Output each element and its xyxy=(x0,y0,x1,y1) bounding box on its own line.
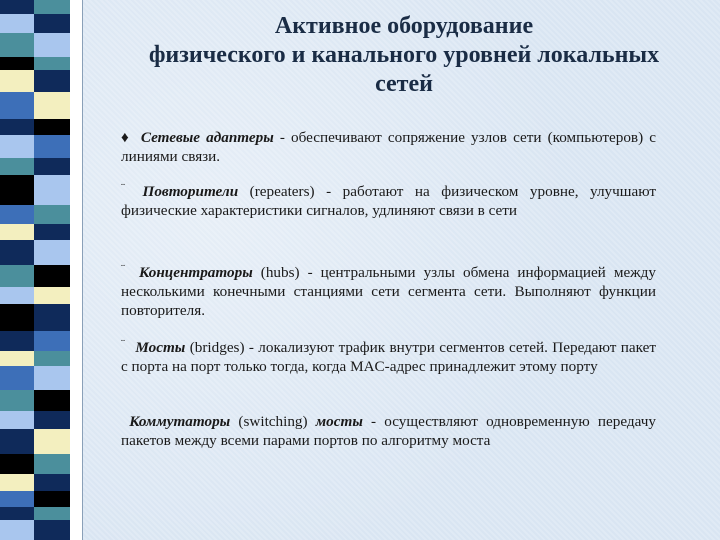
stripe-segment xyxy=(34,366,70,389)
stripe-segment xyxy=(0,0,34,14)
stripe-segment xyxy=(34,175,70,204)
stripe-segment xyxy=(34,454,70,474)
stripe-segment xyxy=(0,224,34,240)
stripe-segment xyxy=(34,57,70,71)
stripe-segment xyxy=(70,175,82,204)
stripe-segment xyxy=(34,33,70,56)
stripe-segment xyxy=(34,351,70,367)
stripe-segment xyxy=(34,14,70,34)
stripe-segment xyxy=(34,158,70,176)
description-switches-part1: (switching) xyxy=(230,413,316,430)
stripe-segment xyxy=(0,57,34,71)
stripe-segment xyxy=(0,351,34,367)
stripe-band xyxy=(0,14,82,34)
stripe-band xyxy=(0,366,82,389)
stripe-segment xyxy=(70,0,82,14)
stripe-segment xyxy=(34,265,70,286)
stripe-band xyxy=(0,265,82,286)
term-network-adapters: Сетевые адаптеры xyxy=(140,129,274,146)
stripe-band xyxy=(0,474,82,492)
stripe-segment xyxy=(0,366,34,389)
stripe-segment xyxy=(70,366,82,389)
stripe-band xyxy=(0,33,82,56)
list-item-hubs xyxy=(121,263,656,320)
term-bridges-inline: мосты xyxy=(315,413,363,430)
dots-bullet-icon: ¨ xyxy=(121,180,125,194)
stripe-band xyxy=(0,224,82,240)
stripe-band xyxy=(0,175,82,204)
stripe-band xyxy=(0,390,82,411)
stripe-segment xyxy=(0,304,34,331)
stripe-band xyxy=(0,158,82,176)
term-switches: Коммутаторы xyxy=(129,413,231,430)
stripe-band xyxy=(0,507,82,521)
stripe-segment xyxy=(70,454,82,474)
dots-bullet-icon: ¨ xyxy=(121,261,125,275)
stripe-segment xyxy=(0,205,34,225)
decorative-stripe-bar xyxy=(0,0,83,540)
stripe-segment xyxy=(0,135,34,158)
stripe-segment xyxy=(0,158,34,176)
stripe-segment xyxy=(34,491,70,507)
title-line-2: физического и канального уровней локальных xyxy=(148,42,660,68)
stripe-segment xyxy=(34,390,70,411)
stripe-band xyxy=(0,331,82,351)
stripe-segment xyxy=(70,135,82,158)
stripe-segment xyxy=(34,135,70,158)
stripe-segment xyxy=(34,429,70,454)
stripe-segment xyxy=(0,454,34,474)
stripe-band xyxy=(0,454,82,474)
stripe-segment xyxy=(70,429,82,454)
stripe-segment xyxy=(34,520,70,540)
stripe-segment xyxy=(0,429,34,454)
stripe-segment xyxy=(70,33,82,56)
stripe-segment xyxy=(0,520,34,540)
stripe-band xyxy=(0,135,82,158)
stripe-segment xyxy=(70,474,82,492)
stripe-segment xyxy=(0,507,34,521)
slide-title xyxy=(96,12,712,99)
stripe-band xyxy=(0,520,82,540)
diamond-bullet-icon: ♦ xyxy=(121,129,129,146)
description-network-adapters: - обеспечивают сопряжение узлов сети (компьютеров) с линиями связи. xyxy=(121,129,656,165)
description-bridges: (bridges) - локализуют трафик внутри сегментов сетей. Передают пакет с порта на порт только тогда, когда MAC-адрес принадлежит этому порту xyxy=(121,339,656,375)
description-repeaters: (repeaters) - работают на физическом уровне, улучшают физические характеристики сигналов, удлиняют связи в сети xyxy=(121,183,656,219)
stripe-segment xyxy=(34,474,70,492)
stripe-segment xyxy=(0,411,34,429)
stripe-segment xyxy=(70,158,82,176)
stripe-segment xyxy=(0,287,34,305)
stripe-band xyxy=(0,70,82,91)
stripe-segment xyxy=(0,331,34,351)
stripe-segment xyxy=(70,92,82,119)
stripe-segment xyxy=(0,265,34,286)
title-line-1: Активное оборудование xyxy=(274,13,534,39)
stripe-segment xyxy=(34,507,70,521)
list-item-repeaters xyxy=(121,182,656,220)
stripe-segment xyxy=(70,411,82,429)
stripe-band xyxy=(0,57,82,71)
stripe-segment xyxy=(34,224,70,240)
stripe-segment xyxy=(0,474,34,492)
list-item-network-adapters xyxy=(121,128,656,166)
stripe-band xyxy=(0,0,82,14)
stripe-segment xyxy=(70,507,82,521)
stripe-segment xyxy=(70,331,82,351)
stripe-band xyxy=(0,205,82,225)
description-hubs: (hubs) - центральными узлы обмена информацией между несколькими конечными станциями сети сегмента сети. Выполняют функции повторителя. xyxy=(121,264,657,319)
stripe-segment xyxy=(34,240,70,265)
stripe-segment xyxy=(0,119,34,135)
list-item-switches xyxy=(121,412,656,450)
stripe-band xyxy=(0,92,82,119)
stripe-band xyxy=(0,351,82,367)
list-item-bridges xyxy=(121,338,656,376)
stripe-band xyxy=(0,491,82,507)
stripe-band xyxy=(0,429,82,454)
stripe-segment xyxy=(70,287,82,305)
term-hubs: Концентраторы xyxy=(139,264,253,281)
stripe-band xyxy=(0,240,82,265)
stripe-segment xyxy=(70,119,82,135)
stripe-segment xyxy=(0,175,34,204)
stripe-segment xyxy=(0,390,34,411)
stripe-segment xyxy=(70,520,82,540)
stripe-segment xyxy=(0,92,34,119)
stripe-segment xyxy=(34,205,70,225)
stripe-band xyxy=(0,304,82,331)
stripe-segment xyxy=(34,70,70,91)
stripe-band xyxy=(0,119,82,135)
stripe-segment xyxy=(70,14,82,34)
stripe-segment xyxy=(70,491,82,507)
stripe-segment xyxy=(34,287,70,305)
stripe-segment xyxy=(34,0,70,14)
stripe-segment xyxy=(70,240,82,265)
stripe-segment xyxy=(70,351,82,367)
stripe-segment xyxy=(34,304,70,331)
stripe-segment xyxy=(70,390,82,411)
stripe-segment xyxy=(34,411,70,429)
stripe-segment xyxy=(34,331,70,351)
stripe-segment xyxy=(0,70,34,91)
stripe-segment xyxy=(0,33,34,56)
stripe-segment xyxy=(70,224,82,240)
stripe-segment xyxy=(70,57,82,71)
stripe-segment xyxy=(70,304,82,331)
stripe-segment xyxy=(34,92,70,119)
stripe-segment xyxy=(70,205,82,225)
description-switches-part2: - осуществляют одновременную передачу пакетов между всеми парами портов по алгоритму моста xyxy=(121,413,656,449)
stripe-segment xyxy=(34,119,70,135)
term-bridges: Мосты xyxy=(135,339,186,356)
stripe-segment xyxy=(0,240,34,265)
stripe-segment xyxy=(0,491,34,507)
dots-bullet-icon: ¨ xyxy=(121,336,125,350)
term-repeaters: Повторители xyxy=(142,183,239,200)
stripe-segment xyxy=(0,14,34,34)
stripe-band xyxy=(0,287,82,305)
stripe-band xyxy=(0,411,82,429)
stripe-segment xyxy=(70,265,82,286)
title-line-3: сетей xyxy=(375,71,433,97)
stripe-segment xyxy=(70,70,82,91)
